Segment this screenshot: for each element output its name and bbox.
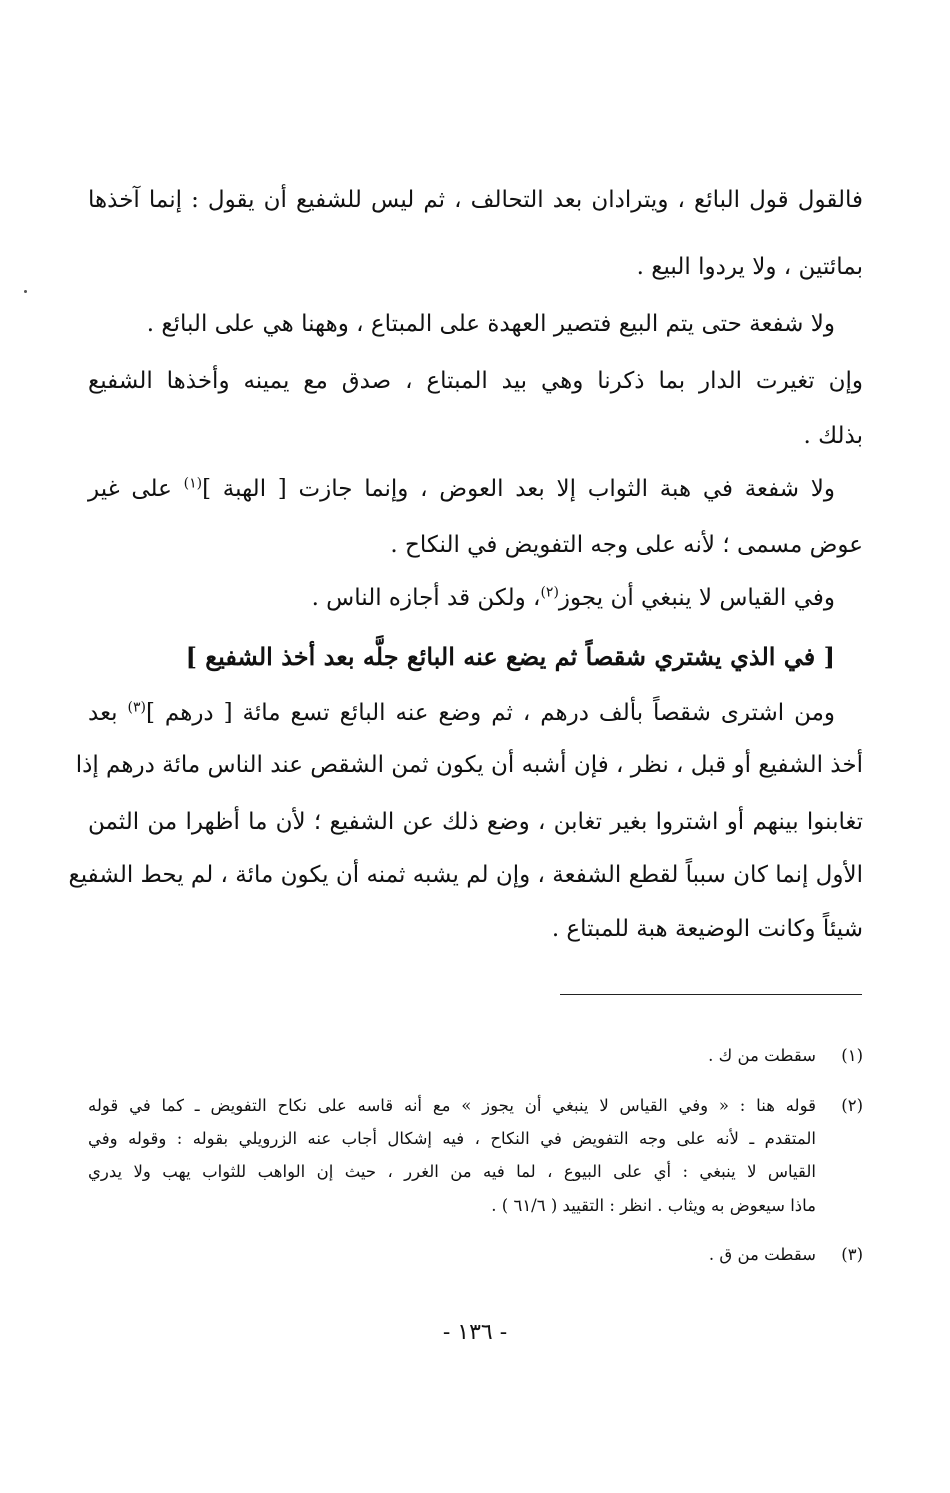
text-line bbox=[88, 472, 863, 506]
section-heading: [ في الذي يشتري شقصاً ثم يضع عنه البائع جلَّه بعد أخذ الشفيع ] bbox=[185, 642, 835, 671]
footnote-ref: (١) bbox=[183, 475, 203, 492]
footnote-ref: (٣) bbox=[127, 699, 146, 716]
text-line: الأول إنما كان سبباً لقطع الشفعة ، وإن لم يشبه ثمنه أن يكون مائة ، لم يحط الشفيع bbox=[68, 862, 863, 888]
page-number: - ١٣٦ - bbox=[442, 1320, 508, 1345]
line-segment: ، ولكن قد أجازه الناس . bbox=[311, 585, 541, 611]
text-line bbox=[312, 581, 835, 615]
footnote-2 bbox=[88, 1093, 863, 1119]
footnote-text: ماذا سيعوض به ويثاب . انظر : التقييد ( ٦١/٦ ) . bbox=[491, 1196, 816, 1215]
line-segment: بعد bbox=[88, 700, 118, 726]
text-line: بمائتين ، ولا يردوا البيع . bbox=[636, 254, 863, 280]
scan-speck bbox=[24, 290, 27, 293]
text-line bbox=[88, 696, 863, 730]
text-line: شيئاً وكانت الوضيعة هبة للمبتاع . bbox=[551, 916, 863, 942]
footnote-text: سقطت من ق . bbox=[708, 1245, 816, 1264]
line-segment: ولا شفعة في هبة الثواب إلا بعد العوض ، وإنما جازت [ الهبة ] bbox=[202, 476, 836, 502]
footnote-text: المتقدم ـ لأنه على وجه التفويض في النكاح ، فيه إشكال أجاب عنه الزرويلي بقوله : وقوله وفي bbox=[88, 1129, 816, 1148]
text-line: عوض مسمى ؛ لأنه على وجه التفويض في النكاح . bbox=[390, 532, 863, 558]
text-line: تغابنوا بينهم أو اشتروا بغير تغابن ، وضع ذلك عن الشفيع ؛ لأن ما أظهرا من الثمن bbox=[88, 809, 863, 835]
footnote-1 bbox=[88, 1043, 863, 1069]
text-line: بذلك . bbox=[803, 423, 863, 449]
footnote-number: (٢) bbox=[841, 1096, 863, 1115]
footnote-number: (٣) bbox=[841, 1245, 863, 1264]
footnote-text: قوله هنا : « وفي القياس لا ينبغي أن يجوز » مع أنه قاسه على نكاح التفويض ـ كما في قوله bbox=[88, 1096, 816, 1115]
footnote-text: القياس لا ينبغي : أي على البيوع ، لما فيه من الغرر ، حيث إن الواهب للثواب يهب ولا يدري bbox=[88, 1162, 816, 1181]
line-segment: ومن اشترى شقصاً بألف درهم ، ثم وضع عنه البائع تسع مائة [ درهم ] bbox=[145, 700, 836, 726]
footnote-text: سقطت من ك . bbox=[708, 1046, 816, 1065]
line-segment: وفي القياس لا ينبغي أن يجوز bbox=[558, 585, 835, 611]
footnote-number: (١) bbox=[841, 1046, 863, 1065]
footnote-3 bbox=[88, 1242, 863, 1268]
footnote-separator bbox=[560, 994, 862, 995]
text-line: فالقول قول البائع ، ويترادان بعد التحالف ، ثم ليس للشفيع أن يقول : إنما آخذها bbox=[88, 187, 863, 213]
text-line: أخذ الشفيع أو قبل ، نظر ، فإن أشبه أن يكون ثمن الشقص عند الناس مائة درهم إذا bbox=[75, 752, 863, 778]
line-segment: على غير bbox=[88, 476, 172, 502]
footnote-ref: (٢) bbox=[540, 584, 559, 601]
text-line: ولا شفعة حتى يتم البيع فتصير العهدة على المبتاع ، وههنا هي على البائع . bbox=[146, 311, 835, 337]
text-line: وإن تغيرت الدار بما ذكرنا وهي بيد المبتاع ، صدق مع يمينه وأخذها الشفيع bbox=[88, 368, 863, 394]
